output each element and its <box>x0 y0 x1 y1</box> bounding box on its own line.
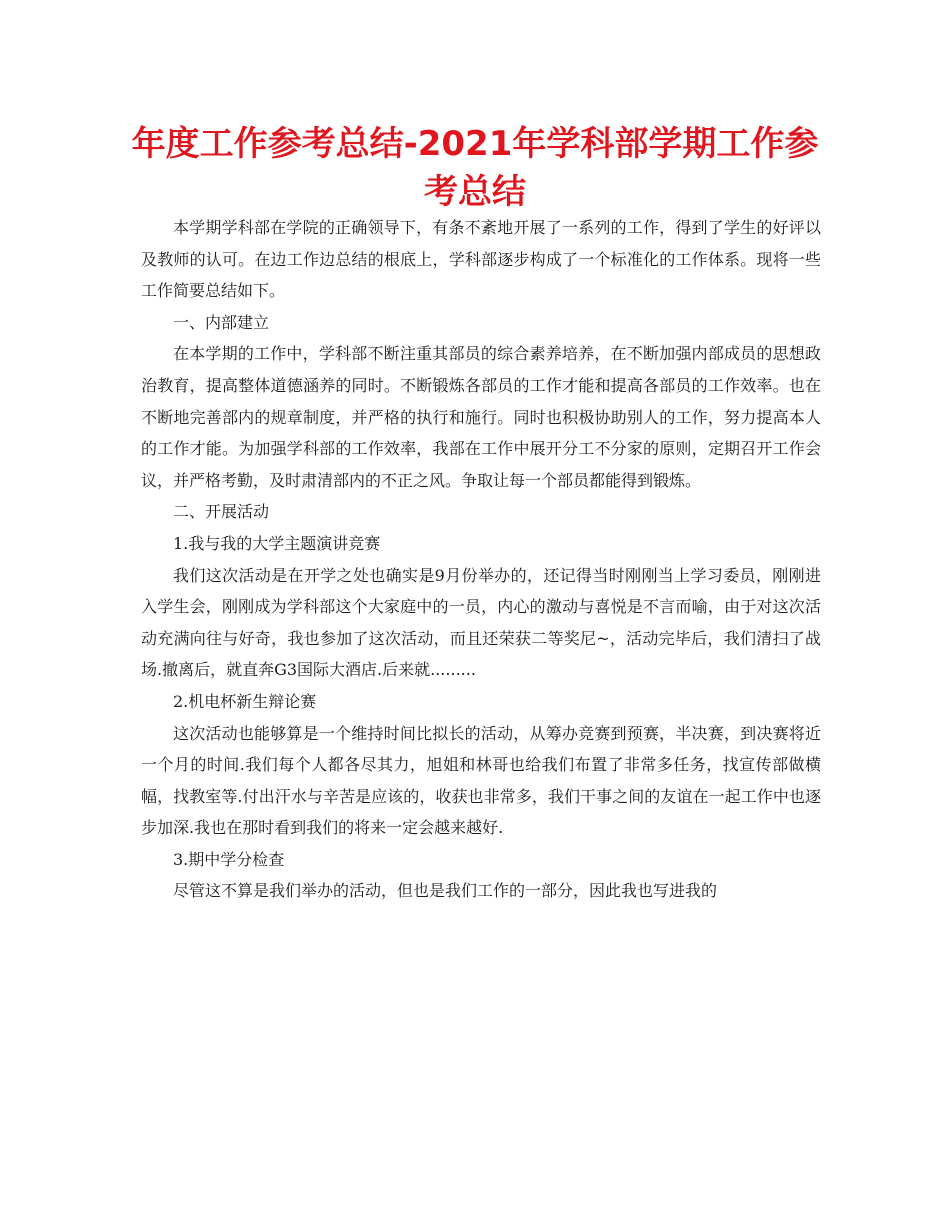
paragraph-speech-contest: 我们这次活动是在开学之处也确实是9月份举办的，还记得当时刚刚当上学习委员，刚刚进入学生会，刚刚成为学科部这个大家庭中的一员，内心的激动与喜悦是不言而喻，由于对这次活动充满向往与好奇，我也参加了这次活动，而且还荣获二等奖尼~，活动完毕后，我们清扫了战场.撤离后，就直奔G3国际大酒店.后来就......... <box>141 565 821 680</box>
subheading-debate: 2.机电杯新生辩论赛 <box>173 691 317 711</box>
document-body <box>141 212 821 907</box>
subheading-midterm-check: 3.期中学分检查 <box>173 849 285 869</box>
paragraph-internal: 在本学期的工作中，学科部不断注重其部员的综合素养培养，在不断加强内部成员的思想政治教育，提高整体道德涵养的同时。不断锻炼各部员的工作才能和提高各部员的工作效率。也在不断地完善部内的规章制度，并严格的执行和施行。同时也积极协助别人的工作，努力提高本人的工作才能。为加强学科部的工作效率，我部在工作中展开分工不分家的原则，定期召开工作会议，并严格考勤，及时肃清部内的不正之风。争取让每一个部员都能得到锻炼。 <box>141 344 821 490</box>
document-title: 年度工作参考总结-2021年学科部学期工作参考总结 <box>131 124 819 212</box>
subheading-speech-contest: 1.我与我的大学主题演讲竞赛 <box>173 533 381 553</box>
paragraph-debate: 这次活动也能够算是一个维持时间比拟长的活动，从筹办竞赛到预赛，半决赛，到决赛将近一个月的时间.我们每个人都各尽其力，旭姐和林哥也给我们布置了非常多任务，找宣传部做横幅，找教室等.付出汗水与辛苦是应该的，收获也非常多，我们干事之间的友谊在一起工作中也逐步加深.我也在那时看到我们的将来一定会越来越好. <box>141 723 821 838</box>
paragraph-intro: 本学期学科部在学院的正确领导下，有条不紊地开展了一系列的工作，得到了学生的好评以及教师的认可。在边工作边总结的根底上，学科部逐步构成了一个标准化的工作体系。现将一些工作简要总结如下。 <box>141 218 821 301</box>
paragraph-midterm-check: 尽管这不算是我们举办的活动，但也是我们工作的一部分，因此我也写进我的 <box>173 881 718 901</box>
section-heading-internal: 一、内部建立 <box>173 312 270 332</box>
section-heading-activities: 二、开展活动 <box>173 502 270 522</box>
